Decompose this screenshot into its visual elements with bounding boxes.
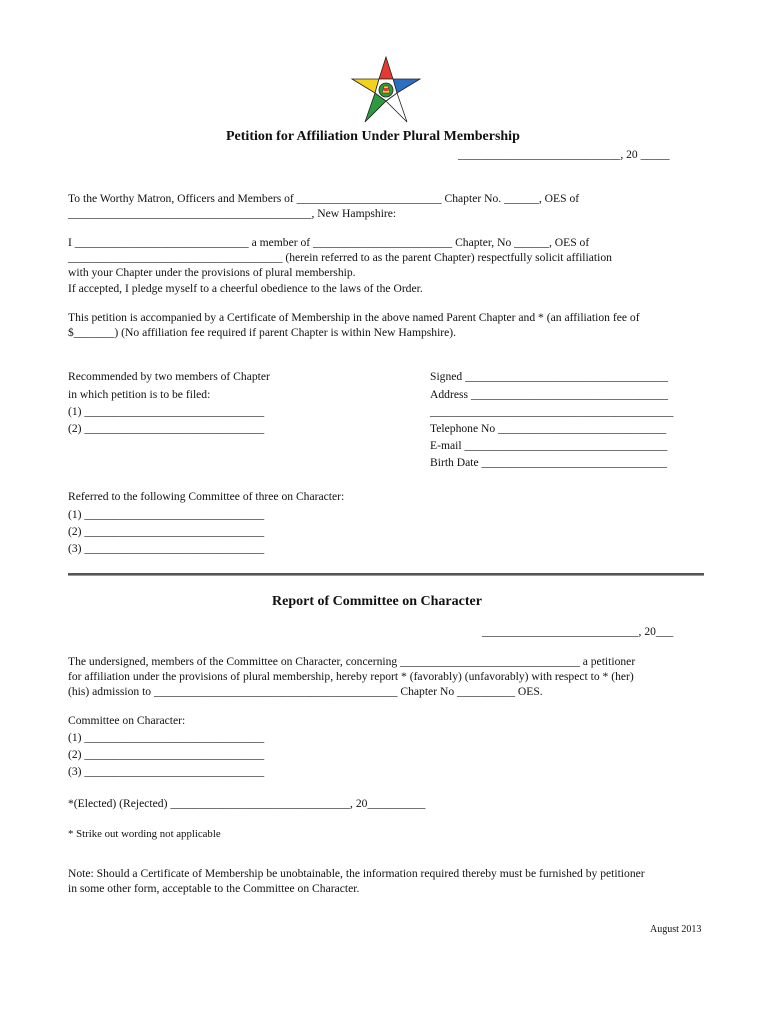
birth-date-line: Birth Date ________________________________ [430,456,668,469]
elected-rejected-line: *(Elected) (Rejected) _______________________________, 20__________ [68,797,426,810]
address-line: Address __________________________________ [430,388,668,401]
report-body-line-3: (his) admission to __________________________________________ Chapter No __________ OES. [68,685,543,698]
report-body-line-1: The undersigned, members of the Committee on Character, concerning _______________________________ a petitioner [68,655,636,668]
report-title: Report of Committee on Character [272,594,482,609]
petition-member-line-3: with your Chapter under the provisions of plural membership. [68,266,356,279]
report-body-line-2: for affiliation under the provisions of plural membership, hereby report * (favorably) (unfavorably) with respect to * (her) [68,670,634,683]
petition-member-line-4: If accepted, I pledge myself to a cheerful obedience to the laws of the Order. [68,282,423,295]
petition-member-line-2: _____________________________________ (herein referred to as the parent Chapter) respectfully solicit affiliation [68,251,612,264]
committee-line-3: (3) _______________________________ [68,765,265,778]
recommended-label-2: in which petition is to be filed: [68,388,211,401]
report-date-line: ___________________________, 20___ [482,625,674,638]
committee-label: Committee on Character: [68,714,186,727]
petition-address-line-1: To the Worthy Matron, Officers and Members of _________________________ Chapter No. ______, OES of [68,192,580,205]
referred-line-1: (1) _______________________________ [68,508,265,521]
petition-address-line-2: __________________________________________, New Hampshire: [68,207,397,220]
referred-line-3: (3) _______________________________ [68,542,265,555]
footer-date: August 2013 [650,924,702,935]
referred-label: Referred to the following Committee of three on Character: [68,490,345,503]
recommender-line-2: (2) _______________________________ [68,422,265,435]
star-center-book [384,88,389,91]
order-eastern-star-emblem [350,55,422,125]
email-line: E-mail ___________________________________ [430,439,668,452]
recommended-label-1: Recommended by two members of Chapter [68,370,270,383]
petition-member-line-1: I ______________________________ a member of ________________________ Chapter, No ______, OES of [68,236,590,249]
address-continuation-line: __________________________________________ [430,405,674,418]
petition-title: Petition for Affiliation Under Plural Membership [226,129,520,144]
note-line-1: Note: Should a Certificate of Membership be unobtainable, the information required thereby must be furnished by petitioner [68,867,645,880]
signed-line: Signed ___________________________________ [430,370,668,383]
referred-line-2: (2) _______________________________ [68,525,265,538]
section-divider [68,573,704,576]
star-point-right [393,79,420,93]
recommender-line-1: (1) _______________________________ [68,405,265,418]
note-line-2: in some other form, acceptable to the Committee on Character. [68,882,360,895]
petition-certificate-line-2: $_______) (No affiliation fee required if parent Chapter is within New Hampshire). [68,326,457,339]
petition-date-line: ____________________________, 20 _____ [458,148,670,161]
strike-out-note: * Strike out wording not applicable [68,828,221,840]
telephone-line: Telephone No _____________________________ [430,422,667,435]
star-point-top [379,57,393,79]
committee-line-2: (2) _______________________________ [68,748,265,761]
committee-line-1: (1) _______________________________ [68,731,265,744]
star-point-left [352,79,379,93]
petition-certificate-line-1: This petition is accompanied by a Certificate of Membership in the above named Parent Chapter and * (an affiliation fee of [68,311,640,324]
